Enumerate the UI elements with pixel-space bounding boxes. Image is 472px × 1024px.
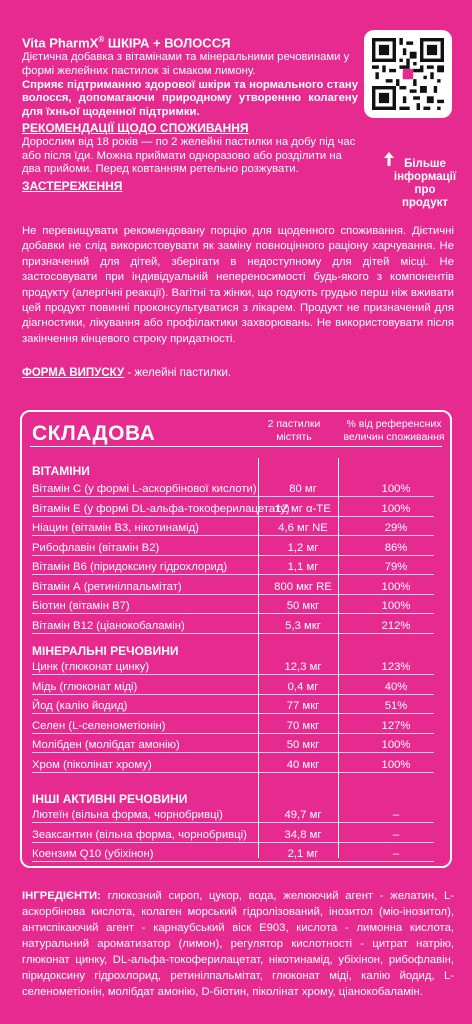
table-row <box>32 482 442 497</box>
nutrient-reference: 212% <box>381 619 411 632</box>
nutrient-amount: 50 мкг <box>286 739 320 751</box>
row-divider <box>32 733 434 734</box>
nutrient-reference: 79% <box>384 561 408 573</box>
warnings-heading: ЗАСТЕРЕЖЕННЯ <box>22 179 123 194</box>
nutrient-name: Хром (піколінат хрому) <box>32 758 152 771</box>
composition-title: СКЛАДОВА <box>32 422 156 445</box>
row-divider <box>32 613 434 614</box>
nutrient-amount: 1,2 мг <box>287 541 319 554</box>
nutrient-name: Селен (L-селенометіонін) <box>32 719 166 732</box>
nutrient-reference: 100% <box>381 600 411 612</box>
nutrient-amount: 4,6 мг NE <box>278 522 328 534</box>
composition-table <box>20 410 452 868</box>
row-divider <box>32 594 434 595</box>
brand-name: Vita PharmX <box>22 35 99 51</box>
column-header-amount: 2 пастилки містять <box>267 418 321 443</box>
warnings-text: Не перевищувати рекомендовану порцію для щоденного споживання. Дієтичні добавки не слід використовувати як заміну повноцінного раціону харчування. Не призначений для дітей, зберігати в недоступному для дітей місці. Не застосовувати при індивідуальній непереносимості будь-якого з компонентів продукту (алергічні реакції). Вагітні та жінки, що годують грудью перш ніж вживати цей продукт повинні проконсультуватися з лікарем. Продукт не призначений для діагностики, лікування або профілактики захворювань. Не використовувати після закінчення кінцевого строку придатності. <box>22 225 454 345</box>
row-divider <box>32 861 434 862</box>
nutrient-amount: 2,1 мг <box>287 848 319 860</box>
nutrient-amount: 70 мкг <box>286 719 320 732</box>
nutrient-reference: 29% <box>384 522 408 534</box>
registered-mark: ® <box>98 35 105 44</box>
nutrient-amount: 12 мг α-ТЕ <box>275 502 331 515</box>
row-divider <box>32 496 434 497</box>
row-divider <box>32 713 434 714</box>
table-row <box>32 680 442 695</box>
nutrient-name: Вітамін А (ретинілпальмітат) <box>32 580 182 593</box>
nutrient-amount: 40 мкг <box>286 758 320 771</box>
ingredients-label: ІНГРЕДІЄНТИ: <box>22 890 101 902</box>
table-row <box>32 619 442 634</box>
nutrient-amount: 800 мкг RE <box>274 580 332 593</box>
nutrient-amount: 34,8 мг <box>284 828 322 841</box>
nutrient-name: Лютеїн (вільна форма, чорнобривці) <box>32 809 223 821</box>
row-divider <box>32 694 434 695</box>
table-row <box>32 699 442 714</box>
release-form-text: - желейні пастилки. <box>124 367 232 379</box>
table-row <box>32 758 442 773</box>
table-row <box>32 660 442 675</box>
table-row <box>32 719 442 734</box>
row-divider <box>32 555 434 556</box>
claim-text: Сприяє підтриманню здорової шкіри та нормального стану волосся, допомагаючи природному утворенню колагену для їхньої щоденної підтримки. <box>22 78 358 118</box>
nutrient-name: Мідь (глюконат міді) <box>32 680 138 693</box>
row-divider <box>32 674 434 675</box>
label-top-block <box>22 32 358 194</box>
section-vitamins-title: ВІТАМІНИ <box>32 464 90 478</box>
column-divider <box>258 458 259 858</box>
table-row <box>32 580 442 595</box>
ingredients-text: глюкозний сироп, цукор, вода, желюючий агент - желатин, L-аскорбінова кислота, колаген морський гідролізований, інозитол (міо-інозитол), антиспікаючий агент - карнаубський віск Е903, кислота - лимонна кислота, натуральний ароматизатор (лимон), регулятор кислотності - цитрат натрію, глюконат цинку, DL-альфа-токоферилацетат, нікотинамід, убіхінон, рибофлавін, піридоксину гідрохлорид, ретинілпальмітат, глюконат міді, калію йодид, L-селенометіонін, молібдат амонію, D-біотин, піколінат хрому, ціанокобаламін. <box>22 890 454 998</box>
table-row <box>32 599 442 614</box>
nutrient-reference: – <box>392 828 400 841</box>
nutrient-reference: 86% <box>384 541 408 554</box>
row-divider <box>32 842 434 843</box>
row-divider <box>32 574 434 575</box>
qr-code[interactable] <box>364 30 452 118</box>
row-divider <box>32 772 434 773</box>
nutrient-amount: 77 мкг <box>286 700 320 712</box>
nutrient-name: Вітамін В6 (піридоксину гідрохлорид) <box>32 561 228 573</box>
header-divider <box>30 446 442 447</box>
section-other-title: ІНШІ АКТИВНІ РЕЧОВИНИ <box>32 792 188 806</box>
nutrient-name: Вітамін В12 (ціанокобаламін) <box>32 619 185 632</box>
nutrient-reference: 100% <box>381 739 411 751</box>
table-row <box>32 808 442 823</box>
nutrient-reference: 100% <box>381 580 411 593</box>
table-row <box>32 560 442 575</box>
column-divider <box>338 458 339 858</box>
table-row <box>32 502 442 517</box>
nutrient-amount: 80 мг <box>289 483 317 495</box>
row-divider <box>32 535 434 536</box>
nutrient-amount: 50 мкг <box>286 600 320 612</box>
product-title <box>22 32 358 51</box>
nutrient-name: Ніацин (вітамін В3, нікотинамід) <box>32 522 199 534</box>
nutrient-name: Біотин (вітамін В7) <box>32 600 130 612</box>
nutrient-reference: – <box>392 848 400 860</box>
nutrient-name: Вітамін Е (у формі DL-альфа-токоферилацетату) <box>32 502 290 515</box>
row-divider <box>32 822 434 823</box>
nutrient-amount: 0,4 мг <box>287 680 319 693</box>
intro-text: Дієтична добавка з вітамінами та мінеральними речовинами у формі желейних пастилок зі смаком лимону. <box>22 51 350 77</box>
nutrient-reference: 127% <box>381 719 411 732</box>
nutrient-amount: 5,3 мкг <box>285 619 321 632</box>
product-name: ШКІРА + ВОЛОССЯ <box>104 35 231 51</box>
release-form-label: ФОРМА ВИПУСКУ <box>22 367 125 379</box>
row-divider <box>32 752 434 753</box>
nutrient-reference: 100% <box>381 483 411 495</box>
nutrient-reference: 40% <box>384 680 408 693</box>
ingredients-block <box>22 888 454 1000</box>
nutrient-reference: 100% <box>381 502 411 515</box>
usage-heading: РЕКОМЕНДАЦІЇ ЩОДО СПОЖИВАННЯ <box>22 121 249 136</box>
nutrient-name: Йод (калію йодид) <box>32 700 128 712</box>
table-row <box>32 521 442 536</box>
table-row <box>32 738 442 753</box>
qr-caption: Більше інформації про продукт <box>393 158 457 209</box>
nutrient-reference: 123% <box>381 661 411 673</box>
nutrient-name: Коензим Q10 (убіхінон) <box>32 848 154 860</box>
nutrient-amount: 1,1 мг <box>287 561 319 573</box>
nutrient-amount: 12,3 мг <box>284 661 322 673</box>
nutrient-name: Цинк (глюконат цинку) <box>32 661 150 673</box>
nutrient-name: Молібден (молібдат амонію) <box>32 739 180 751</box>
qr-block <box>364 30 457 209</box>
nutrient-amount: 49,7 мг <box>284 809 322 821</box>
table-row <box>32 828 442 843</box>
nutrient-name: Вітамін С (у формі L-аскорбінової кислоти) <box>32 483 257 495</box>
table-row <box>32 541 442 556</box>
release-form <box>22 366 231 380</box>
nutrient-reference: – <box>392 809 400 821</box>
nutrient-reference: 100% <box>381 758 411 771</box>
usage-text: Дорослим від 18 років — по 2 желейні пастилки на добу під час або після їди. Можна приймати одноразово або розділити на два прийоми. Перед ковтанням ретельно розжувати. <box>22 136 356 176</box>
column-header-reference: % від референсних величин споживання <box>343 418 445 443</box>
nutrient-name: Рибофлавін (вітамін В2) <box>32 541 160 554</box>
nutrient-reference: 51% <box>384 700 408 712</box>
row-divider <box>32 633 434 634</box>
section-minerals-title: МІНЕРАЛЬНІ РЕЧОВИНИ <box>32 644 179 658</box>
nutrient-name: Зеаксантин (вільна форма, чорнобривці) <box>32 828 247 841</box>
row-divider <box>32 516 434 517</box>
qr-pattern-icon <box>372 38 444 110</box>
table-row <box>32 847 442 862</box>
